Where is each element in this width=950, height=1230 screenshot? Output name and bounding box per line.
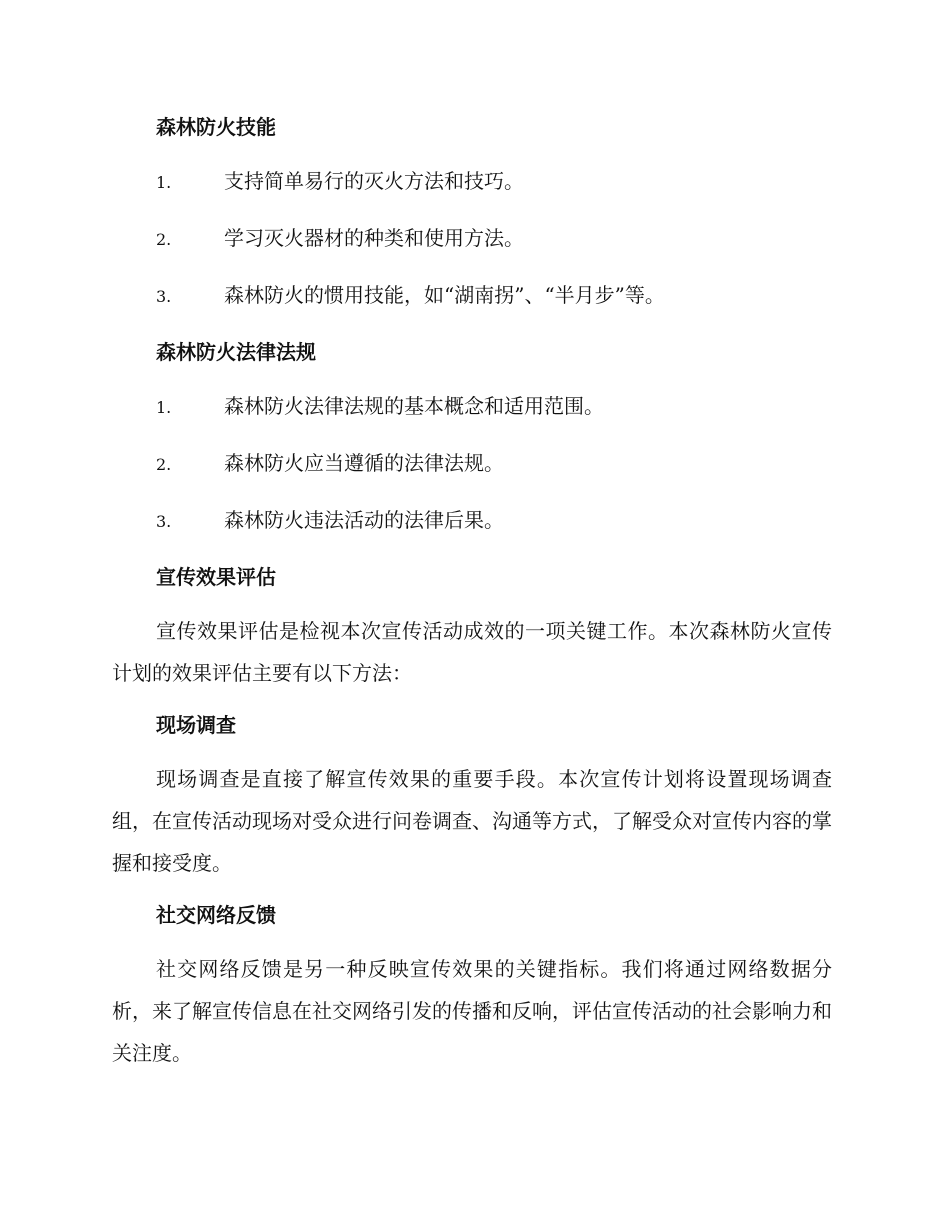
list-item (112, 280, 832, 312)
list-item (112, 505, 832, 537)
list-item (112, 223, 832, 255)
list-text: 支持简单易行的灭火方法和技巧。 (224, 169, 524, 193)
list-text: 森林防火应当遵循的法律法规。 (224, 451, 504, 475)
list-item (112, 448, 832, 480)
paragraph-evaluation: 宣传效果评估是检视本次宣传活动成效的一项关键工作。本次森林防火宣传计划的效果评估主要有以下方法： (112, 619, 832, 685)
heading-fire-skills: 森林防火技能 (156, 115, 276, 139)
list-fire-skills (112, 166, 832, 312)
heading-social: 社交网络反馈 (156, 903, 276, 927)
heading-survey: 现场调查 (156, 713, 236, 737)
paragraph-survey: 现场调查是直接了解宣传效果的重要手段。本次宣传计划将设置现场调查组，在宣传活动现场对受众进行问卷调查、沟通等方式，了解受众对宣传内容的掌握和接受度。 (112, 767, 832, 875)
list-text: 森林防火的惯用技能，如“湖南拐”、“半月步”等。 (224, 283, 665, 307)
list-number: 2. (156, 455, 172, 474)
list-text: 学习灭火器材的种类和使用方法。 (224, 226, 524, 250)
list-item (112, 166, 832, 198)
list-number: 1. (156, 173, 172, 192)
list-text: 森林防火违法活动的法律后果。 (224, 508, 504, 532)
document-content (112, 112, 832, 1090)
list-item (112, 391, 832, 423)
heading-fire-laws: 森林防火法律法规 (156, 340, 316, 364)
list-fire-laws (112, 391, 832, 537)
list-number: 3. (156, 287, 172, 306)
list-text: 森林防火法律法规的基本概念和适用范围。 (224, 394, 604, 418)
list-number: 1. (156, 398, 172, 417)
heading-evaluation: 宣传效果评估 (156, 565, 276, 589)
paragraph-social: 社交网络反馈是另一种反映宣传效果的关键指标。我们将通过网络数据分析，来了解宣传信息在社交网络引发的传播和反响，评估宣传活动的社会影响力和关注度。 (112, 957, 832, 1065)
list-number: 3. (156, 512, 172, 531)
list-number: 2. (156, 230, 172, 249)
